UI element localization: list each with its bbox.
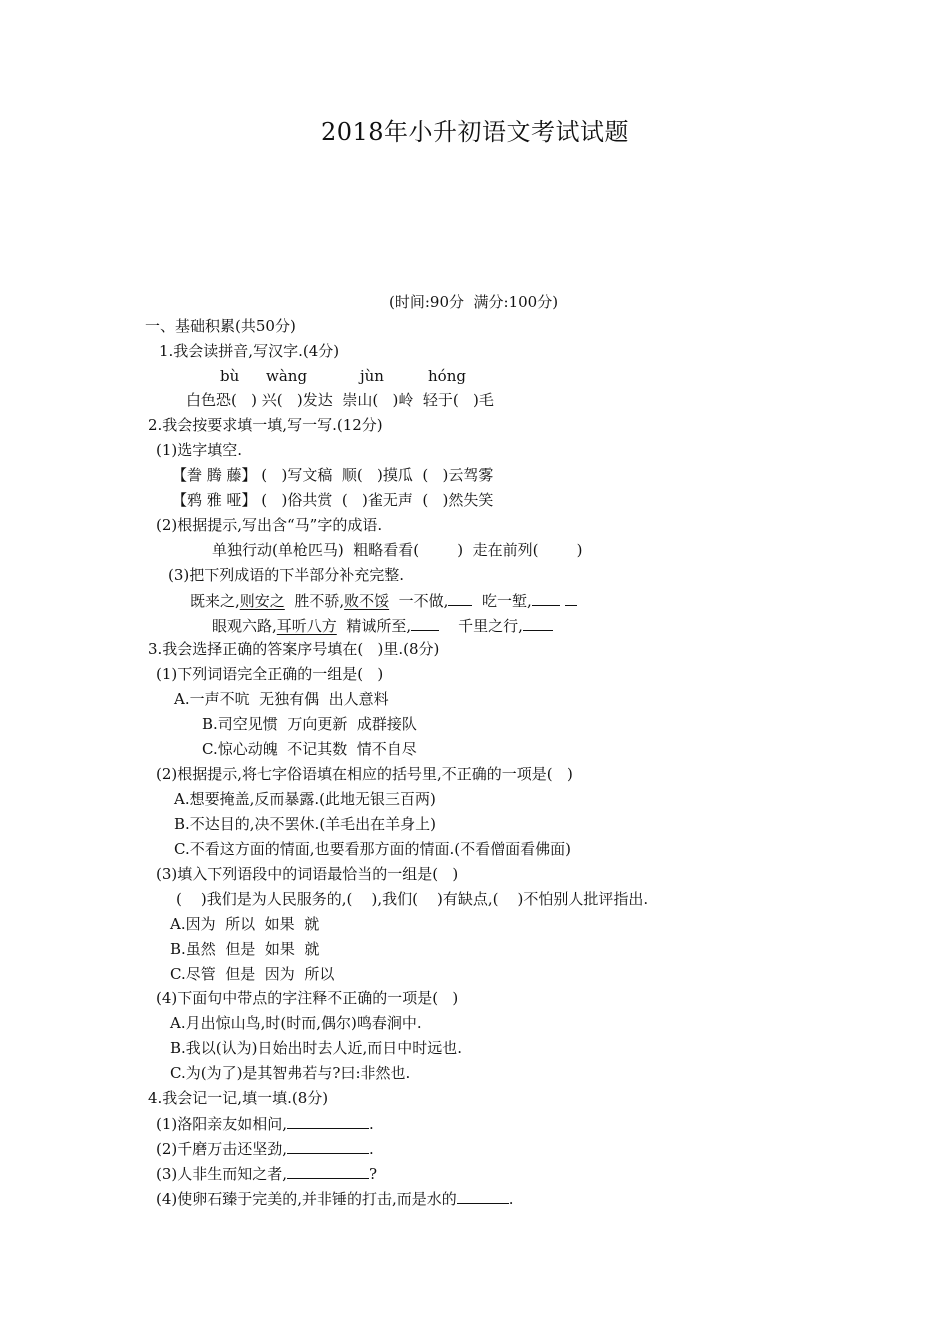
poem-text: (3)人非生而知之者, <box>156 1165 288 1183</box>
pinyin-2: wàng <box>266 367 308 385</box>
answer-blank[interactable] <box>565 590 577 606</box>
q4-line-4 <box>156 1188 514 1209</box>
q3-sub3: (3)填入下列语段中的词语最恰当的一组是( ) <box>156 865 459 883</box>
answer-blank[interactable] <box>457 1188 509 1204</box>
q3-sub3-option-b: B.虽然 但是 如果 就 <box>170 940 320 958</box>
pinyin-4: hóng <box>428 367 466 385</box>
idiom-text: 眼观六路, <box>212 617 277 635</box>
q2-sub2-line: 单独行动(单枪匹马) 粗略看看( ) 走在前列( ) <box>212 541 583 559</box>
answer-blank[interactable] <box>523 615 553 631</box>
q4-line-1 <box>156 1113 374 1134</box>
poem-text: (2)千磨万击还坚劲, <box>156 1140 288 1158</box>
answer-blank[interactable] <box>532 590 560 606</box>
idiom-text: 一不做, <box>389 592 449 610</box>
q3-sub4-option-c: C.为(为了)是其智弗若与?曰:非然也. <box>170 1064 411 1082</box>
q3-sub1-option-a: A.一声不吭 无独有偶 出人意料 <box>174 690 389 708</box>
answer-blank[interactable] <box>287 1163 369 1179</box>
question-1-line: 白色恐( ) 兴( )发达 崇山( )岭 轻于( )毛 <box>186 391 494 409</box>
q3-sub3-option-a: A.因为 所以 如果 就 <box>170 915 320 933</box>
q2-sub2: (2)根据提示,写出含“马”字的成语. <box>156 516 383 534</box>
question-3-heading: 3.我会选择正确的答案序号填在( )里.(8分) <box>148 640 440 658</box>
idiom-text: 千里之行, <box>439 617 523 635</box>
idiom-text: 吃一堑, <box>472 592 532 610</box>
time-info: (时间:90分 满分:100分) <box>389 293 559 311</box>
q3-sub2: (2)根据提示,将七字俗语填在相应的括号里,不正确的一项是( ) <box>156 765 573 783</box>
q3-sub1-option-b: B.司空见惯 万向更新 成群接队 <box>202 715 417 733</box>
question-2-heading: 2.我会按要求填一填,写一写.(12分) <box>148 416 383 434</box>
q2-sub1: (1)选字填空. <box>156 441 243 459</box>
idiom-row-1 <box>190 590 577 611</box>
answer-blank[interactable] <box>411 615 439 631</box>
answer-blank[interactable] <box>287 1138 369 1154</box>
pinyin-1: bù <box>220 367 240 385</box>
q3-sub1-option-c: C.惊心动魄 不记其数 情不自尽 <box>202 740 417 758</box>
idiom-text: 既来之, <box>190 592 240 610</box>
poem-text: (4)使卵石臻于完美的,并非锤的打击,而是水的 <box>156 1190 457 1208</box>
section-heading: 一、基础积累(共50分) <box>145 317 296 335</box>
q3-sub3-option-c: C.尽管 但是 因为 所以 <box>170 965 335 983</box>
q3-sub4-option-b: B.我以(认为)日始出时去人近,而日中时远也. <box>170 1039 463 1057</box>
q2-sub3: (3)把下列成语的下半部分补充完整. <box>168 566 405 584</box>
idiom-answer: 败不馁 <box>344 592 390 610</box>
q3-sub4-option-a: A.月出惊山鸟,时(时而,偶尔)鸣春涧中. <box>170 1014 422 1032</box>
q4-line-2 <box>156 1138 374 1159</box>
poem-text: (1)洛阳亲友如相问, <box>156 1115 288 1133</box>
idiom-answer: 则安之 <box>239 592 285 610</box>
q3-sub2-option-c: C.不看这方面的情面,也要看那方面的情面.(不看僧面看佛面) <box>174 840 571 858</box>
q3-sub4: (4)下面句中带点的字注释不正确的一项是( ) <box>156 989 459 1007</box>
q4-line-3 <box>156 1163 377 1184</box>
page-title: 2018年小升初语文考试试题 <box>320 118 630 146</box>
q3-sub1: (1)下列词语完全正确的一组是( ) <box>156 665 384 683</box>
answer-blank[interactable] <box>287 1113 369 1129</box>
poem-end: . <box>369 1115 374 1133</box>
idiom-text: 精诚所至, <box>336 617 412 635</box>
idiom-row-2 <box>212 615 553 636</box>
answer-blank[interactable] <box>448 590 472 606</box>
q3-sub3-passage: ( )我们是为人民服务的,( ),我们( )有缺点,( )不怕别人批评指出. <box>176 890 649 908</box>
q2-row1: 【誊 腾 藤】 ( )写文稿 顺( )摸瓜 ( )云驾雾 <box>172 466 494 484</box>
question-4-heading: 4.我会记一记,填一填.(8分) <box>148 1089 329 1107</box>
poem-end: ? <box>369 1165 378 1183</box>
poem-end: . <box>508 1190 514 1208</box>
question-1-heading: 1.我会读拼音,写汉字.(4分) <box>159 342 340 360</box>
q3-sub2-option-a: A.想要掩盖,反而暴露.(此地无银三百两) <box>174 790 436 808</box>
poem-end: . <box>369 1140 374 1158</box>
idiom-text: 胜不骄, <box>284 592 345 610</box>
idiom-answer: 耳听八方 <box>276 617 337 635</box>
pinyin-3: jùn <box>360 367 384 385</box>
q3-sub2-option-b: B.不达目的,决不罢休.(羊毛出在羊身上) <box>174 815 437 833</box>
q2-row2: 【鸦 雅 哑】 ( )俗共赏 ( )雀无声 ( )然失笑 <box>172 491 494 509</box>
